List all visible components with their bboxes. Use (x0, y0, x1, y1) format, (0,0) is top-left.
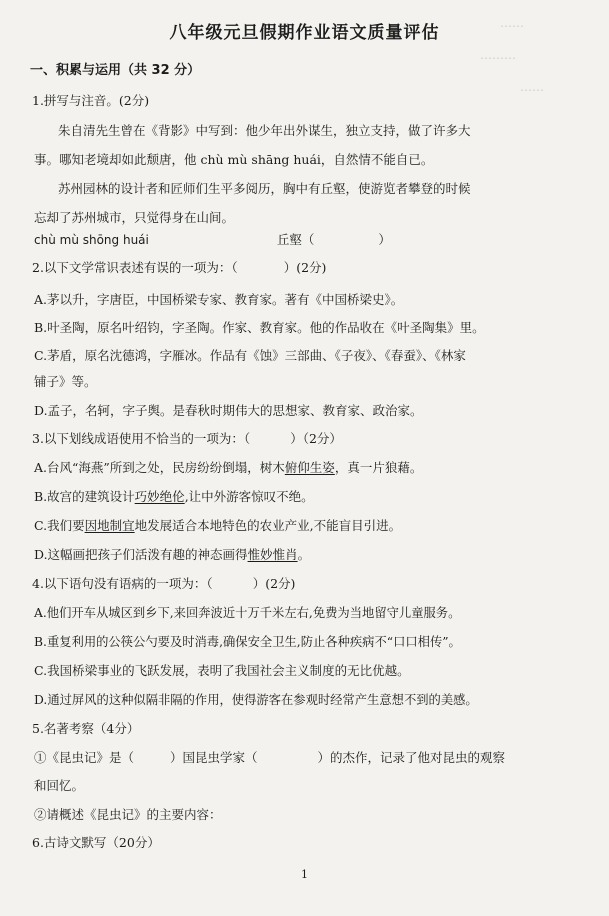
option-d: D.这幅画把孩子们活泼有趣的神态画得惟妙惟肖。 (34, 547, 311, 562)
bleed-through-mark: ……… (480, 48, 516, 62)
passage-line: 忘却了苏州城市，只觉得身在山间。 (34, 210, 235, 225)
option-c: C.茅盾，原名沈德鸿，字雁冰。作品有《蚀》三部曲、《子夜》、《春蚕》、《林家 (34, 348, 466, 363)
fill-in-text-cont: 和回忆。 (34, 778, 85, 793)
bracket-close: ） (378, 232, 391, 247)
question-4-heading (32, 575, 295, 593)
fill-in-row (34, 749, 505, 767)
option-a: A.茅以升，字唐臣，中国桥梁专家、教育家。著有《中国桥梁史》。 (34, 292, 404, 307)
underlined-idiom: 惟妙惟肖 (247, 547, 298, 562)
fill-in-text: ①《昆虫记》是（ (34, 750, 135, 765)
passage-line: 事。哪知老境却如此颓唐，他 chù mù shāng huái，自然情不能自已。 (34, 152, 434, 167)
section-heading: 一、积累与运用（共 32 分） (30, 63, 201, 78)
page-number: 1 (301, 868, 308, 881)
question-6-heading: 6.古诗文默写（20分） (32, 835, 160, 850)
question-1-heading: 1.拼写与注音。(2分) (32, 93, 150, 108)
question-4-text: 4.以下语句没有语病的一项为：（ (32, 576, 213, 591)
page-title: 八年级元旦假期作业语文质量评估 (169, 23, 440, 43)
option-a: A.他们开车从城区到乡下,来回奔波近十万千米左右,免费为当地留守儿童服务。 (34, 606, 461, 620)
question-2-score: ）(2分) (283, 260, 327, 275)
summary-prompt: ②请概述《昆虫记》的主要内容： (34, 807, 222, 822)
option-b: B.叶圣陶，原名叶绍钧，字圣陶。作家、教育家。他的作品收在《叶圣陶集》里。 (34, 320, 485, 335)
word-prompt: 丘壑（ (276, 232, 315, 247)
bleed-through-mark: …… (500, 16, 524, 30)
passage-line: 朱自清先生曾在《背影》中写到：他少年出外谋生，独立支持，做了许多大 (58, 123, 471, 138)
passage-line: 苏州园林的设计者和匠师们生平多阅历，胸中有丘壑，使游览者攀登的时候 (58, 181, 471, 196)
option-d: D.孟子，名轲，字子舆。是春秋时期伟大的思想家、教育家、政治家。 (34, 403, 423, 418)
bleed-through-mark: …… (520, 80, 544, 94)
underlined-idiom: 俯仰生姿 (284, 460, 335, 475)
answer-row (34, 231, 391, 249)
option-b: B.重复利用的公筷公勺要及时消毒,确保安全卫生,防止各种疾病不“口口相传”。 (34, 635, 461, 649)
option-d: D.通过屏风的这种似隔非隔的作用，使得游客在参观时经常产生意想不到的美感。 (34, 693, 478, 707)
question-5-heading: 5.名著考察（4分） (32, 721, 140, 736)
fill-in-text: ）国昆虫学家（ (170, 750, 258, 765)
question-3-heading (32, 430, 342, 448)
question-3-score: ）（2分） (290, 431, 342, 446)
option-a: A.台风“海燕”所到之处，民房纷纷倒塌，树木俯仰生姿，真一片狼藉。 (34, 460, 423, 475)
underlined-idiom: 因地制宜 (84, 518, 135, 533)
question-3-text: 3.以下划线成语使用不恰当的一项为：（ (32, 431, 251, 446)
pinyin-prompt: chù mù shōng huái (34, 233, 149, 247)
fill-in-text: ）的杰作，记录了他对昆虫的观察 (317, 750, 506, 765)
question-2-heading (32, 259, 326, 277)
option-b: B.故宫的建筑设计巧妙绝伦,让中外游客惊叹不绝。 (34, 489, 314, 504)
option-c: C.我们要因地制宜地发展适合本地特色的农业产业,不能盲目引进。 (34, 518, 402, 533)
underlined-idiom: 巧妙绝伦 (134, 489, 185, 504)
question-2-text: 2.以下文学常识表述有误的一项为：（ (32, 260, 238, 275)
question-4-score: ）(2分) (252, 576, 296, 591)
option-c: C.我国桥梁事业的飞跃发展，表明了我国社会主义制度的无比优越。 (34, 663, 410, 678)
option-c-cont: 铺子》等。 (34, 374, 97, 389)
